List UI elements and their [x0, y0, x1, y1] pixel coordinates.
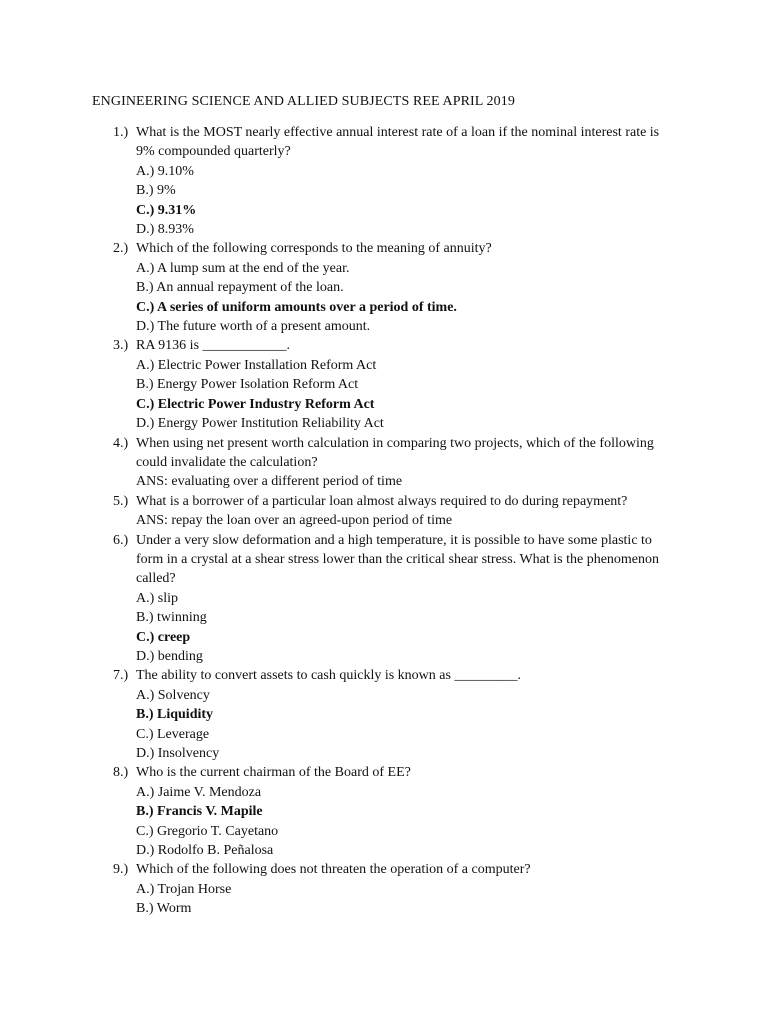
question-text: Which of the following does not threaten the operation of a computer? — [136, 862, 531, 878]
question-item — [0, 666, 768, 763]
question-text: When using net present worth calculation in comparing two projects, which of the following could invalidate the calculation? — [136, 435, 654, 470]
question-number: 6.) — [113, 532, 129, 548]
answer-text: ANS: repay the loan over an agreed-upon period of time — [136, 513, 453, 529]
question-item — [0, 123, 768, 239]
question-number: 2.) — [113, 241, 129, 257]
question-number: 7.) — [113, 668, 129, 684]
question-text: What is the MOST nearly effective annual interest rate of a loan if the nominal interest rate is 9% compounded quarterly? — [136, 125, 660, 160]
question-text: The ability to convert assets to cash quickly is known as _________. — [136, 668, 521, 684]
option-list — [0, 686, 768, 764]
question-number: 1.) — [113, 125, 129, 140]
answer-option: A.) Solvency — [136, 687, 210, 703]
answer-option: A.) A lump sum at the end of the year. — [136, 260, 350, 276]
question-text: RA 9136 is ____________. — [136, 338, 291, 354]
answer-option: D.) Insolvency — [136, 746, 220, 761]
option-list — [0, 589, 768, 667]
option-list — [0, 162, 768, 240]
answer-option: D.) 8.93% — [136, 222, 194, 238]
question-number: 3.) — [113, 338, 129, 354]
answer-option: A.) slip — [136, 590, 178, 606]
question-item — [0, 860, 768, 918]
correct-answer-option: C.) Electric Power Industry Reform Act — [136, 396, 375, 412]
answer-option: D.) Energy Power Institution Reliability Act — [136, 416, 384, 432]
question-number: 4.) — [113, 435, 129, 451]
question-item — [0, 239, 768, 336]
answer-option: B.) twinning — [136, 610, 207, 626]
question-text: Who is the current chairman of the Board of EE? — [136, 765, 411, 781]
option-list — [0, 356, 768, 434]
question-item — [0, 492, 768, 531]
answer-option: C.) Gregorio T. Cayetano — [136, 823, 279, 839]
answer-option: B.) Energy Power Isolation Reform Act — [136, 377, 359, 393]
question-text: What is a borrower of a particular loan almost always required to do during repayment? — [136, 493, 628, 509]
answer-option: B.) An annual repayment of the loan. — [136, 280, 344, 296]
answer-option: B.) Worm — [136, 901, 192, 917]
question-item — [0, 336, 768, 433]
question-text: Under a very slow deformation and a high temperature, it is possible to have some plastic to form in a crystal at a shear stress lower than the critical shear stress. What is the phenomenon called? — [136, 532, 660, 587]
option-list — [0, 880, 768, 919]
answer-option: A.) Jaime V. Mendoza — [136, 784, 262, 800]
answer-option: D.) bending — [136, 648, 203, 664]
answer-option: C.) Leverage — [136, 726, 210, 742]
question-number: 8.) — [113, 765, 129, 781]
correct-answer-option: C.) 9.31% — [136, 202, 197, 218]
question-number: 9.) — [113, 862, 129, 878]
question-list — [0, 123, 768, 919]
correct-answer-option: C.) creep — [136, 629, 191, 645]
answer-option: A.) Electric Power Installation Reform Act — [136, 357, 377, 373]
question-item — [0, 434, 768, 492]
answer-option: A.) Trojan Horse — [136, 881, 232, 897]
question-number: 5.) — [113, 493, 129, 509]
correct-answer-option: B.) Liquidity — [136, 707, 214, 723]
answer-option: D.) The future worth of a present amount. — [136, 319, 371, 335]
question-text: Which of the following corresponds to the meaning of annuity? — [136, 241, 492, 257]
answer-option: A.) 9.10% — [136, 163, 194, 179]
question-item — [0, 531, 768, 667]
correct-answer-option: B.) Francis V. Mapile — [136, 804, 263, 820]
answer-option: B.) 9% — [136, 183, 176, 199]
answer-option: D.) Rodolfo B. Peñalosa — [136, 843, 274, 859]
question-item — [0, 763, 768, 860]
option-list — [0, 259, 768, 337]
answer-text: ANS: evaluating over a different period of time — [136, 474, 403, 490]
page-title: ENGINEERING SCIENCE AND ALLIED SUBJECTS REE APRIL 2019 — [92, 94, 515, 109]
correct-answer-option: C.) A series of uniform amounts over a period of time. — [136, 299, 457, 315]
option-list — [0, 783, 768, 861]
